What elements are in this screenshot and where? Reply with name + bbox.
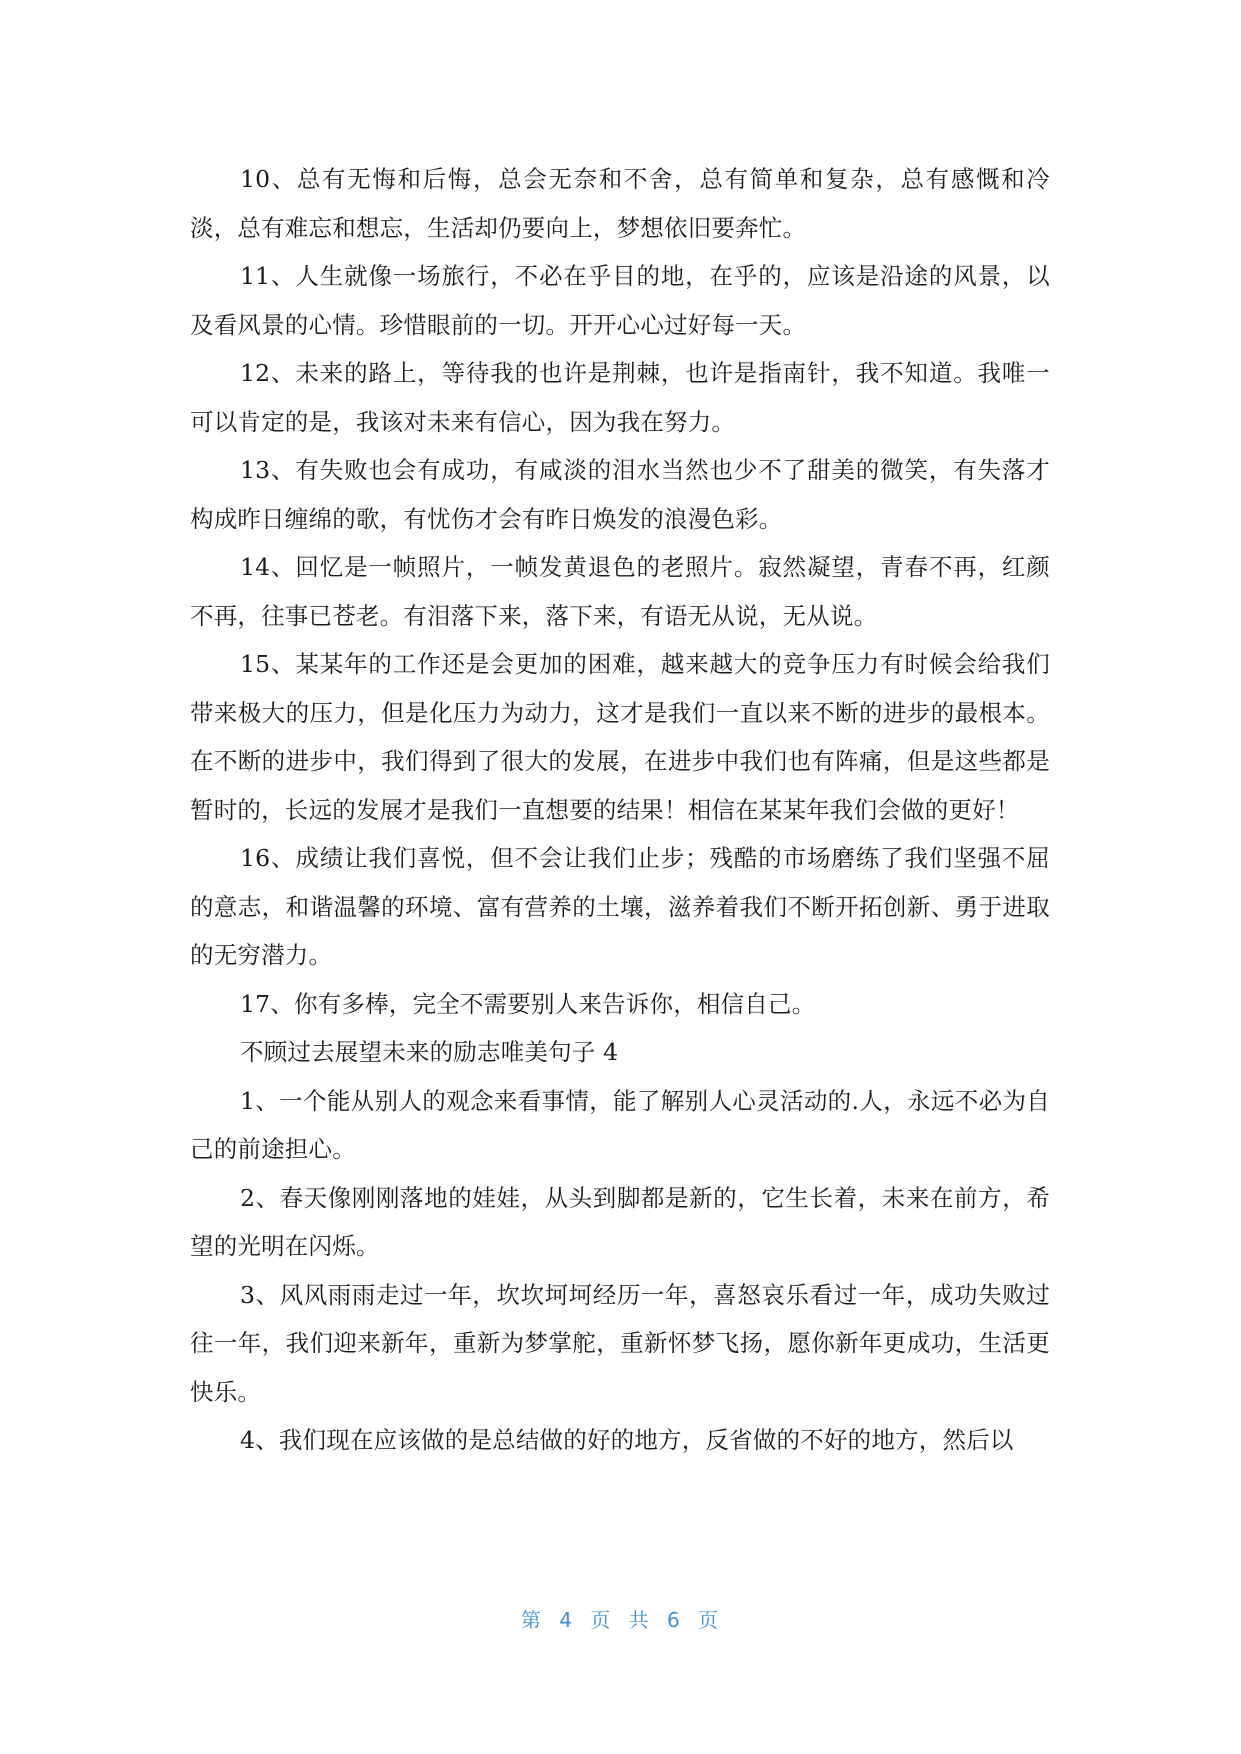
section-heading: 不顾过去展望未来的励志唯美句子 4: [240, 1038, 619, 1066]
paragraph-17: 17、你有多棒，完全不需要别人来告诉你，相信自己。: [240, 989, 816, 1018]
paragraph-12: 12、未来的路上，等待我的也许是荆棘，也许是指南针，我不知道。我唯一可以肯定的是，我该对未来有信心，因为我在努力。: [190, 359, 1050, 436]
paragraph-11: 11、人生就像一场旅行，不必在乎目的地，在乎的，应该是沿途的风景，以及看风景的心情。珍惜眼前的一切。开开心心过好每一天。: [190, 262, 1050, 339]
paragraph-1: 1、一个能从别人的观念来看事情，能了解别人心灵活动的.人，永远不必为自己的前途担心。: [190, 1086, 1050, 1163]
document-body: [190, 155, 1050, 1465]
paragraph-4: 4、我们现在应该做的是总结做的好的地方，反省做的不好的地方，然后以: [240, 1426, 1014, 1454]
paragraph-2: 2、春天像刚刚落地的娃娃，从头到脚都是新的，它生长着，未来在前方，希望的光明在闪烁。: [190, 1183, 1050, 1260]
page-indicator: 第 4 页 共 6 页: [520, 1608, 721, 1632]
paragraph-16: 16、成绩让我们喜悦，但不会让我们止步；残酷的市场磨练了我们坚强不屈的意志，和谐温馨的环境、富有营养的土壤，滋养着我们不断开拓创新、勇于进取的无穷潜力。: [190, 844, 1050, 969]
paragraph-15: 15、某某年的工作还是会更加的困难，越来越大的竞争压力有时候会给我们带来极大的压力，但是化压力为动力，这才是我们一直以来不断的进步的最根本。在不断的进步中，我们得到了很大的发展，在进步中我们也有阵痛，但是这些都是暂时的，长远的发展才是我们一直想要的结果！相信在某某年我们会做的更好！: [190, 650, 1050, 824]
paragraph-10: 10、总有无悔和后悔，总会无奈和不舍，总有简单和复杂，总有感慨和冷淡，总有难忘和想忘，生活却仍要向上，梦想依旧要奔忙。: [190, 165, 1050, 242]
paragraph-3: 3、风风雨雨走过一年，坎坎坷坷经历一年，喜怒哀乐看过一年，成功失败过往一年，我们迎来新年，重新为梦掌舵，重新怀梦飞扬，愿你新年更成功，生活更快乐。: [190, 1280, 1050, 1406]
paragraph-14: 14、回忆是一帧照片，一帧发黄退色的老照片。寂然凝望，青春不再，红颜不再，往事已苍老。有泪落下来，落下来，有语无从说，无从说。: [190, 553, 1050, 630]
paragraph-13: 13、有失败也会有成功，有咸淡的泪水当然也少不了甜美的微笑，有失落才构成昨日缠绵的歌，有忧伤才会有昨日焕发的浪漫色彩。: [190, 456, 1050, 533]
